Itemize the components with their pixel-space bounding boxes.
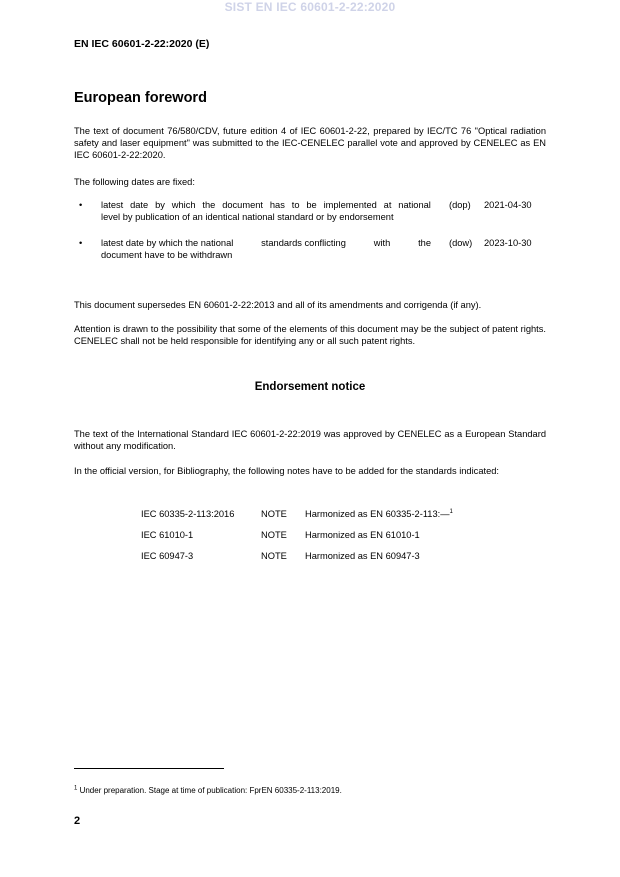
note-label: NOTE [261, 509, 287, 519]
page-number: 2 [74, 815, 81, 827]
endorsement-title: Endorsement notice [254, 381, 366, 393]
foreword-intro: The text of document 76/580/CDV, future edition 4 of IEC 60601-2-22, prepared by IEC/TC 76 "Optical radiation safety and laser equipment" was submitted to the IEC-CENELEC parallel vote and approved by CENELEC as EN IEC 60601-2-22:2020. [74, 126, 546, 160]
date-code: (dop) [449, 200, 471, 210]
supersedes-text: This document supersedes EN 60601-2-22:2013 and all of its amendments and corrigenda (if any). [74, 300, 482, 310]
word: with [373, 238, 391, 248]
footnote-text: Under preparation. Stage at time of publication: FprEN 60335-2-113:2019. [79, 786, 342, 795]
word: the [202, 200, 216, 210]
harmonized-text: Harmonized as EN 61010-1 [305, 530, 420, 540]
standard-id: IEC 60335-2-113:2016 [141, 509, 235, 519]
word: national [398, 200, 431, 210]
attention-text: Attention is drawn to the possibility that some of the elements of this document may be the subject of patent rights. CENELEC shall not be held responsible for identifying any or all such patent rights. [74, 324, 546, 346]
note-label: NOTE [261, 530, 287, 540]
note-label: NOTE [261, 551, 287, 561]
date-item-text [101, 199, 431, 223]
footnote-marker: 1 [74, 785, 78, 792]
harmonized-text: Harmonized as EN 60335-2-113:—$^1$ [305, 508, 453, 519]
date-item-line1 [101, 199, 431, 211]
word: at [383, 200, 392, 210]
date-item-text [101, 237, 431, 261]
bibliography-intro: In the official version, for Bibliography, the following notes have to be added for the standards indicated: [74, 466, 499, 476]
word: latest date by which the national [101, 238, 234, 248]
word: to [291, 200, 300, 210]
word: latest [101, 200, 124, 210]
footnote [74, 786, 342, 795]
standard-id: IEC 61010-1 [141, 530, 194, 540]
standard-id: IEC 60947-3 [141, 551, 194, 561]
date-code: (dow) [449, 238, 473, 248]
date-value: 2023-10-30 [484, 238, 532, 248]
date-item-line2: level by publication of an identical national standard or by endorsement [101, 212, 394, 222]
document-header: EN IEC 60601-2-22:2020 (E) [74, 38, 210, 50]
word: by [155, 200, 165, 210]
word: the [418, 238, 431, 248]
date-item-line1 [101, 237, 431, 249]
footnote-divider [74, 768, 224, 769]
date-value: 2021-04-30 [484, 200, 532, 210]
word: which [171, 200, 196, 210]
bullet-icon: • [79, 238, 83, 248]
word: be [306, 200, 317, 210]
word: standards conflicting [261, 238, 346, 248]
harmonized-text: Harmonized as EN 60947-3 [305, 551, 420, 561]
watermark: SIST EN IEC 60601-2-22:2020 [224, 0, 396, 14]
foreword-title: European foreword [74, 90, 207, 106]
date-item-line2: document have to be withdrawn [101, 250, 233, 260]
endorsement-text: The text of the International Standard IEC 60601-2-22:2019 was approved by CENELEC as a European Standard without any modification. [74, 429, 546, 451]
word: document [222, 200, 264, 210]
word: implemented [323, 200, 377, 210]
word: date [130, 200, 149, 210]
bullet-icon: • [79, 200, 83, 210]
footnote-ref[interactable]: 1 [449, 508, 453, 515]
dates-intro: The following dates are fixed: [74, 177, 195, 187]
word: has [269, 200, 285, 210]
